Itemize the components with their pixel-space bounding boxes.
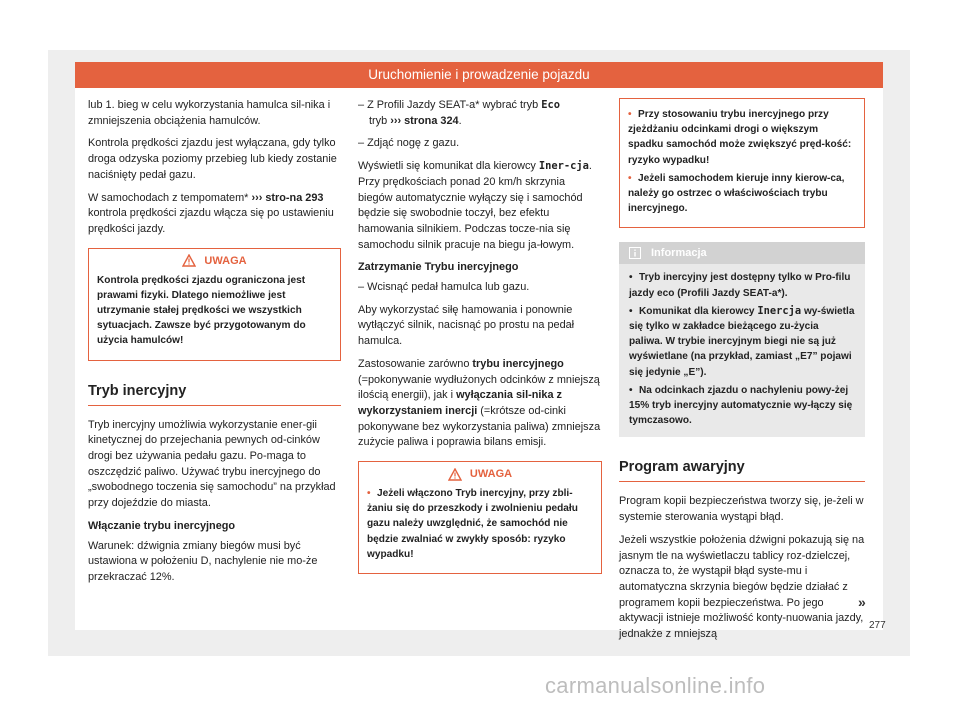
- paragraph: [358, 357, 602, 451]
- page-number: 277: [869, 620, 886, 631]
- code-text: Inercja: [757, 304, 802, 317]
- code-text: Eco: [541, 99, 560, 111]
- text: Komunikat dla kierowcy: [639, 305, 758, 317]
- warning-text: [628, 107, 856, 168]
- paragraph: Aby wykorzystać siłę hamowania i ponownie wytłączyć silnik, nacisnąć po prostu na pedał hamulca.: [358, 303, 575, 348]
- warning-text: [628, 171, 856, 217]
- step: [358, 98, 602, 129]
- warning-header: [367, 462, 593, 486]
- bullet-icon: •: [629, 305, 633, 317]
- info-title: Informacja: [651, 247, 707, 260]
- text: (=krótsze od-cinki pokonywane bez wykorzystania paliwa) zmniejsza zużycie paliwa i poprawia bilans emisji.: [358, 404, 601, 449]
- bullet-icon: •: [628, 172, 632, 184]
- text: .: [458, 114, 462, 127]
- column-2: [358, 98, 602, 574]
- section-title: Tryb inercyjny: [88, 383, 341, 406]
- bold-text: wyłączania sil-nika z wykorzystaniem inercji: [358, 389, 562, 417]
- info-header: [619, 242, 865, 264]
- bullet-icon: •: [367, 488, 371, 500]
- text: Na odcinkach zjazdu o nachyleniu powy-żej 15% tryb inercyjny automatycznie wy-łączy się tymczasowo.: [629, 384, 853, 427]
- text: Jeżeli samochodem kieruje inny kierow-ca, należy go ostrzec o właściwościach trybu inercyjnego.: [628, 172, 845, 215]
- text: . Przy prędkościach ponad 20 km/h skrzynia biegów automatycznie wyłączy się i samochód będzie się swobodnie toczył, bez efektu hamowania silnikiem. Podczas tocze-nia się samochodu silnik pracuje na biegu ja-łowym.: [358, 160, 592, 251]
- warning-box-continued: [619, 98, 865, 228]
- subheading: Zatrzymanie Trybu inercyjnego: [358, 261, 519, 274]
- page-link[interactable]: ››› strona 324: [390, 114, 459, 127]
- text: (=pokonywanie wydłużonych odcinków z mniejszą ilością energii), jak i: [358, 373, 600, 402]
- warning-header: [97, 249, 332, 273]
- text: – Z Profili Jazdy SEAT-a* wybrać tryb: [358, 99, 542, 111]
- paragraph: Kontrola prędkości zjazdu jest wyłączana, gdy tylko droga odzyska poziomy przebieg lub kiedy zostanie naciśnięty pedał gazu.: [88, 137, 337, 181]
- continue-chevron-icon: »: [858, 594, 866, 610]
- text: tryb: [369, 114, 391, 127]
- warning-title: UWAGA: [469, 468, 513, 481]
- column-3: [619, 98, 865, 650]
- info-body: [619, 264, 865, 437]
- info-text: [629, 383, 855, 429]
- bullet-icon: •: [629, 384, 633, 396]
- text: wy-świetla się tylko w zakładce bieżącego zu-życia paliwa. W trybie inercyjnym biegi nie są już wyświetlane (na przykład, zamiast „E7” pojawi się jedynie „E”).: [629, 305, 855, 378]
- watermark: carmanualsonline.info: [545, 673, 766, 698]
- text: Przy stosowaniu trybu inercyjnego przy zjeżdżaniu odcinkami drogi o większym spadku samochód może zwiększyć pręd-kość: ryzyko wypadku!: [628, 109, 852, 166]
- code-text: Iner-cja: [538, 160, 589, 173]
- step: – Zdjąć nogę z gazu.: [358, 137, 460, 150]
- text: Jeżeli włączono Tryb inercyjny, przy zbli-żaniu się do przeszkody i zwolnieniu pedału gazu należy uwzględnić, że samochód nie będzie zwalniać w zwykły sposób: ryzyko wypadku!: [367, 488, 578, 560]
- info-icon: [629, 247, 641, 259]
- paragraph: Jeżeli wszystkie położenia dźwigni pokazują się na jasnym tle na wyświetlaczu tablicy roz-dzielczej, oznacza to, że wystąpił błąd syste-mu i automatyczna skrzynia biegów będzie działać z programem kopii bezpieczeństwa. Po jego aktywacji istnieje możliwość konty-nuowania jazdy, jednakże z mniejszą: [619, 533, 865, 641]
- info-box: [619, 242, 865, 437]
- warning-text: Kontrola prędkości zjazdu ograniczona jest prawami fizyki. Dlatego niemożliwe jest utrzymanie stałej prędkości we wszystkich sytuacjach. Zawsze być przygotowanym do użycia hamulców!: [97, 274, 306, 347]
- paragraph: Program kopii bezpieczeństwa tworzy się, je-żeli w systemie sterowania wystąpi błąd.: [619, 495, 864, 524]
- paragraph: Tryb inercyjny umożliwia wykorzystanie ener-gii kinetycznej do przejechania pewnych od-cinków drogi bez używania pedału gazu. Po-maga to oszczędzić paliwo. Używać trybu inercyjnego do „swobodnego toczenia się samochodu” na przykład przy dojeździe do miasta.: [88, 418, 336, 510]
- warning-box: [88, 248, 341, 361]
- text: Zastosowanie zarówno: [358, 357, 473, 370]
- bullet-icon: •: [628, 109, 632, 120]
- page-link[interactable]: ››› stro-na 293: [251, 191, 324, 204]
- column-1: [88, 98, 341, 593]
- warning-box: [358, 461, 602, 574]
- warning-text: [367, 486, 593, 562]
- paragraph: [88, 191, 341, 238]
- section-title: Program awaryjny: [619, 459, 865, 482]
- subheading: Włączanie trybu inercyjnego: [88, 519, 236, 532]
- warning-title: UWAGA: [204, 254, 247, 267]
- bullet-icon: •: [629, 272, 633, 284]
- page-content: [75, 88, 883, 641]
- paragraph: lub 1. bieg w celu wykorzystania hamulca sil-nika i zmniejszenia obciążenia hamulców.: [88, 99, 331, 127]
- step: – Wcisnąć pedał hamulca lub gazu.: [358, 281, 530, 294]
- paragraph: [358, 159, 602, 253]
- info-text: [629, 304, 855, 380]
- warning-triangle-icon: [448, 468, 462, 481]
- info-text: [629, 270, 855, 300]
- text: Tryb inercyjny jest dostępny tylko w Pro-filu jazdy eco (Profili Jazdy SEAT-a*).: [629, 272, 851, 299]
- text: W samochodach z tempomatem*: [88, 191, 252, 204]
- paragraph: Warunek: dźwignia zmiany biegów musi być ustawiona w położeniu D, nachylenie nie mo-że przekraczać 12%.: [88, 539, 318, 583]
- bold-text: trybu inercyjnego: [472, 357, 564, 370]
- text: kontrola prędkości zjazdu włącza się po ustawieniu prędkości jazdy.: [88, 207, 334, 235]
- warning-triangle-icon: [182, 254, 196, 267]
- text: Wyświetli się komunikat dla kierowcy: [358, 160, 539, 173]
- page-header: Uruchomienie i prowadzenie pojazdu: [75, 62, 883, 88]
